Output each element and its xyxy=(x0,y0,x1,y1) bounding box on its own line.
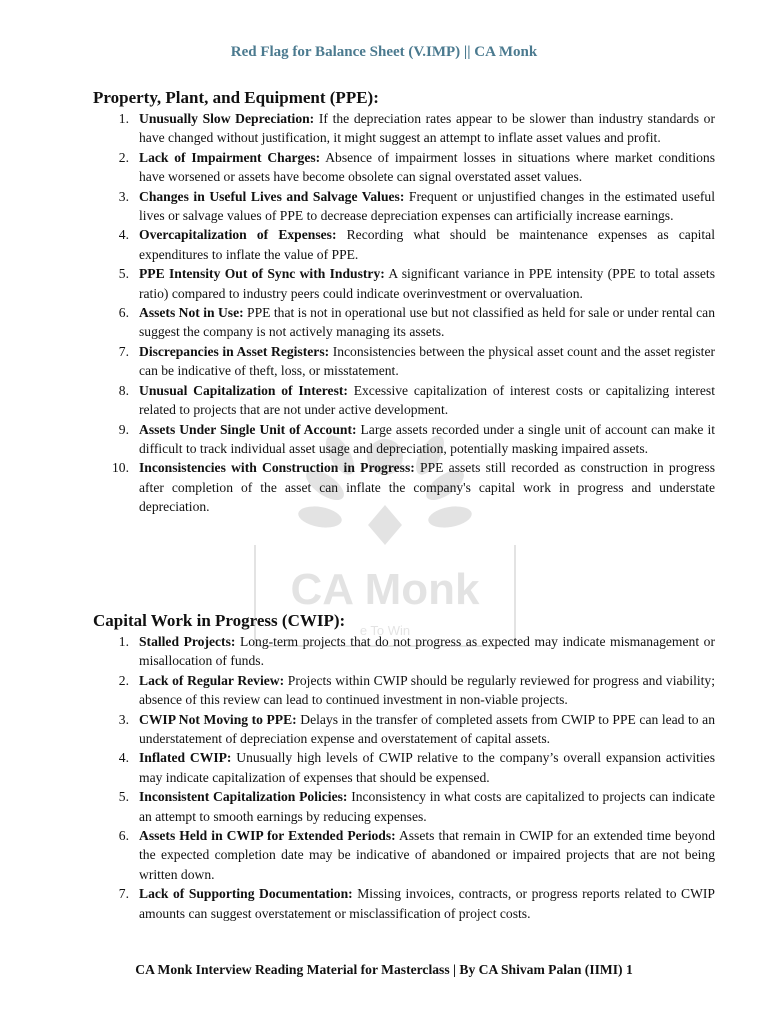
list-item-text: Unusually high levels of CWIP relative to the company’s overall expansion activities may indicate capitalization of expenses that should be expensed. xyxy=(139,750,715,785)
watermark-brand: CA Monk xyxy=(290,565,480,614)
list-item-term: Changes in Useful Lives and Salvage Values: xyxy=(139,188,405,204)
list-item-number: 3. xyxy=(118,188,129,204)
list-item-number: 9. xyxy=(118,421,129,437)
list-item-text: Large assets recorded under a single unit of account can make it difficult to track individual asset usage and depreciation, potentially masking impaired assets. xyxy=(139,421,715,456)
list-item xyxy=(118,342,716,381)
list-item-term: Inflated CWIP: xyxy=(139,750,232,766)
list-item xyxy=(118,187,715,226)
list-item-number: 3. xyxy=(118,711,129,727)
list-item-text: PPE assets still recorded as construction in progress after completion of the asset can inflate the company's capital work in progress and understate depreciation. xyxy=(139,460,715,515)
list-item xyxy=(118,420,715,459)
list-item-number: 6. xyxy=(118,305,129,321)
section-heading-cwip: Capital Work in Progress (CWIP): xyxy=(93,611,346,630)
list-item-term: Overcapitalization of Expenses: xyxy=(139,227,337,243)
list-item xyxy=(118,671,715,710)
list-item-number: 4. xyxy=(118,750,129,766)
list-item-term: Assets Under Single Unit of Account: xyxy=(139,421,357,437)
list-item-number: 8. xyxy=(118,382,129,398)
list-item-term: Unusually Slow Depreciation: xyxy=(139,111,315,126)
list-item-text: PPE that is not in operational use but not classified as held for sale or under rental can suggest the company is not actively managing its assets. xyxy=(139,305,715,340)
list-item-term: CWIP Not Moving to PPE: xyxy=(139,711,297,727)
list-item-term: Assets Held in CWIP for Extended Periods: xyxy=(139,828,396,844)
list-item-number: 7. xyxy=(118,343,129,359)
list-item-number: 2. xyxy=(118,149,129,165)
list-item-text: Long-term projects that do not progress as expected may indicate mismanagement or misallocation of funds. xyxy=(139,634,715,669)
list-item-term: Lack of Impairment Charges: xyxy=(139,149,321,165)
watermark-tagline: e To Win xyxy=(359,623,411,638)
list-item xyxy=(118,109,715,148)
list-item xyxy=(118,884,715,923)
list-item xyxy=(118,826,715,884)
list-item-text: Projects within CWIP should be regularly reviewed for progress and viability; absence of this review can lead to continued investment in non-viable projects. xyxy=(139,672,715,708)
list-item-text: Delays in the transfer of completed assets from CWIP to PPE can lead to an understatement of depreciation expense and overstatement of capital assets. xyxy=(139,711,715,747)
list-item-text: If the depreciation rates appear to be slower than industry standards or have changed without justification, it might suggest an attempt to inflate asset values and profit. xyxy=(139,111,715,146)
list-item-text: Absence of impairment losses in situations where market conditions have worsened or assets have become obsolete can signal overstated asset values. xyxy=(139,149,715,185)
list-item-number: 7. xyxy=(118,886,129,902)
list-item-text: Frequent or unjustified changes in the estimated useful lives or salvage values of PPE to decrease depreciation expenses can artificially increase earnings. xyxy=(139,188,715,224)
list-item-number: 5. xyxy=(118,266,129,282)
list-item-term: Stalled Projects: xyxy=(139,634,236,649)
list-item xyxy=(118,381,715,420)
list-item-term: Inconsistent Capitalization Policies: xyxy=(139,789,348,805)
list-item-term: Discrepancies in Asset Registers: xyxy=(139,343,330,359)
section-heading-ppe: Property, Plant, and Equipment (PPE): xyxy=(93,88,379,107)
list-item xyxy=(118,710,715,749)
list-item-number: 5. xyxy=(118,789,129,805)
list-item-term: PPE Intensity Out of Sync with Industry: xyxy=(139,266,385,282)
list-item xyxy=(118,632,715,671)
list-item-number: 10. xyxy=(112,460,129,476)
list-item xyxy=(118,264,715,303)
list-item-term: Unusual Capitalization of Interest: xyxy=(139,382,348,398)
list-item xyxy=(118,303,715,342)
list-item-text: Recording what should be maintenance expenses as capital expenditures to inflate the value of PPE. xyxy=(139,227,715,262)
list-item-number: 2. xyxy=(118,672,129,688)
list-item xyxy=(112,458,715,516)
cwip-red-flag-list xyxy=(118,632,715,923)
list-item-text: Inconsistency in what costs are capitalized to projects can indicate an attempt to smooth earnings by reducing expenses. xyxy=(139,789,715,824)
list-item xyxy=(118,148,715,187)
list-item-term: Lack of Regular Review: xyxy=(139,672,285,688)
list-item-number: 1. xyxy=(118,634,129,649)
list-item-text: A significant variance in PPE intensity (PPE to total assets ratio) compared to industry peers could indicate overinvestment or overvaluation. xyxy=(139,266,715,301)
list-item-term: Inconsistencies with Construction in Progress: xyxy=(139,460,415,476)
page-title: Red Flag for Balance Sheet (V.IMP) || CA Monk xyxy=(230,44,538,60)
list-item-text: Assets that remain in CWIP for an extended time beyond the expected completion date may be indicative of abandoned or impaired projects that are not being written down. xyxy=(139,828,715,882)
list-item xyxy=(118,225,715,264)
list-item-text: Excessive capitalization of interest costs or capitalizing interest related to projects that are not under active development. xyxy=(139,382,715,418)
list-item xyxy=(118,748,715,787)
list-item xyxy=(118,787,715,826)
list-item-number: 6. xyxy=(118,828,129,844)
ppe-red-flag-list xyxy=(112,109,716,517)
list-item-text: Missing invoices, contracts, or progress reports related to CWIP amounts can suggest overstatement or misclassification of project costs. xyxy=(139,886,715,921)
list-item-number: 4. xyxy=(118,227,129,243)
page-footer: CA Monk Interview Reading Material for Masterclass | By CA Shivam Palan (IIMI) 1 xyxy=(135,962,633,977)
list-item-number: 1. xyxy=(118,111,129,126)
list-item-term: Assets Not in Use: xyxy=(139,305,244,321)
list-item-term: Lack of Supporting Documentation: xyxy=(139,886,353,902)
list-item-text: Inconsistencies between the physical asset count and the asset register can be indicative of theft, loss, or misstatement. xyxy=(139,343,716,379)
